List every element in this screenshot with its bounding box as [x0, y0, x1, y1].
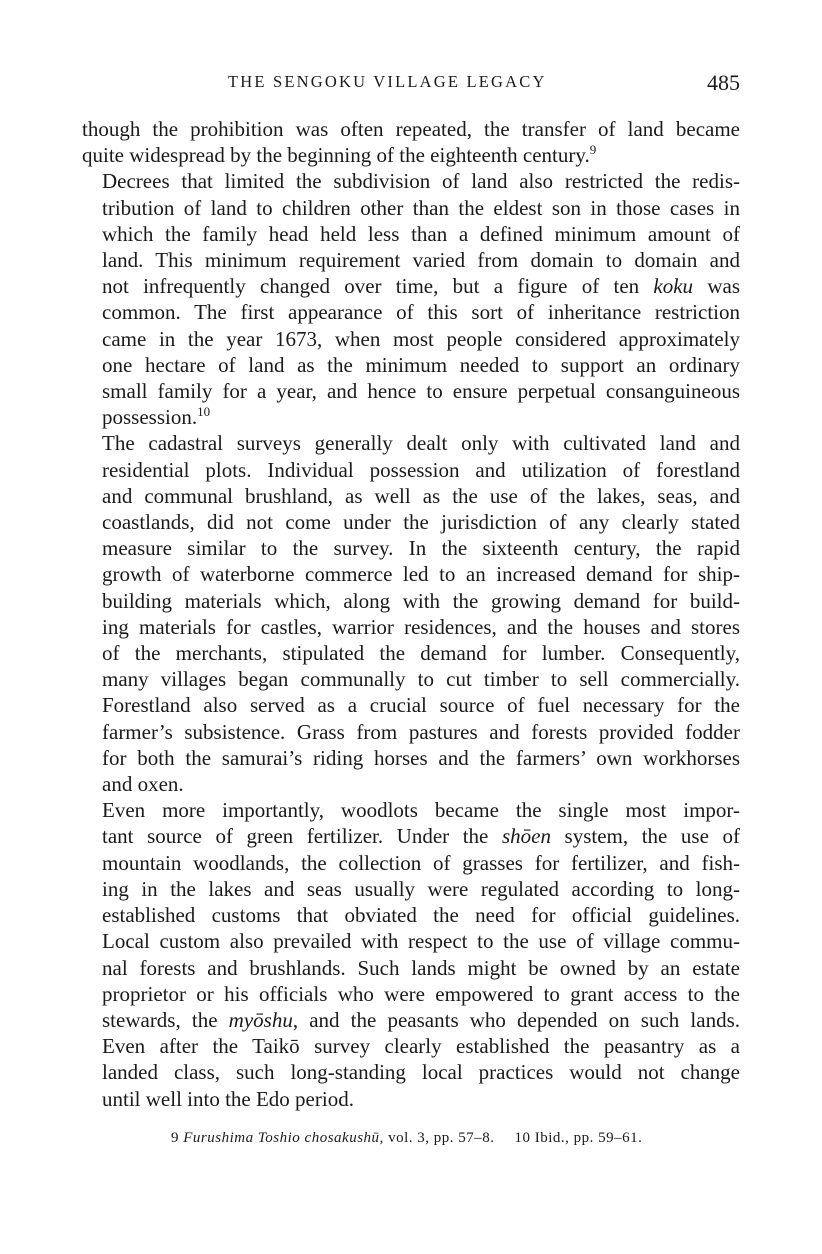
text-line: nal forests and brushlands. Such lands might be owned by an estate [102, 955, 740, 980]
footnote-source-title: Furushima Toshio chosakushū [183, 1130, 380, 1146]
text-run: possession. [102, 405, 198, 430]
text-line: mountain woodlands, the collection of grasses for fertilizer, and fish- [102, 850, 740, 875]
text-line: one hectare of land as the minimum needed to support an ordinary [102, 352, 740, 377]
text-run: quite widespread by the beginning of the eighteenth century. [82, 143, 590, 168]
page-number: 485 [707, 70, 740, 95]
text-run: , and the peasants who depended on such lands. [292, 1007, 740, 1032]
text-line: building materials which, along with the growing demand for build- [102, 588, 740, 613]
text-line: Decrees that limited the subdivision of land also restricted the redis- [102, 169, 740, 194]
footnote-ref-9[interactable]: 9 [589, 142, 597, 158]
text-line: proprietor or his officials who were empowered to grant access to the [102, 981, 740, 1006]
text-run: not infrequently changed over time, but a figure of ten [102, 274, 640, 299]
footnote-detail: , vol. 3, pp. 57–8. [379, 1130, 495, 1146]
text-line [82, 273, 740, 299]
text-line: Forestland also served as a crucial source of fuel necessary for the [102, 693, 740, 718]
footnote-number: 10 [514, 1130, 531, 1146]
text-line: and oxen. [102, 772, 184, 797]
text-line: for both the samurai’s riding horses and the farmers’ own workhorses [102, 745, 740, 770]
running-header [82, 70, 740, 100]
running-title: THE SENGOKU VILLAGE LEGACY [228, 72, 547, 91]
paragraph-2 [82, 168, 740, 430]
paragraph-4 [82, 797, 740, 1111]
text-line: measure similar to the survey. In the sixteenth century, the rapid [102, 536, 740, 561]
text-line: though the prohibition was often repeated, the transfer of land became [82, 117, 740, 141]
text-line: of the merchants, stipulated the demand for lumber. Consequently, [102, 641, 740, 666]
text-line [82, 142, 740, 168]
text-line: ing materials for castles, warrior residences, and the houses and stores [102, 614, 740, 639]
text-line: which the family head held less than a defined minimum amount of [102, 221, 740, 246]
text-run: was [707, 274, 740, 299]
text-line: many villages began communally to cut timber to sell commercially. [102, 667, 740, 692]
footnote-10 [514, 1130, 642, 1146]
main-text [82, 116, 740, 1112]
paragraph-3 [82, 430, 740, 797]
footnote-ref-10[interactable]: 10 [197, 404, 211, 420]
text-line: small family for a year, and hence to ensure perpetual consanguineous [102, 379, 740, 404]
text-run: tant source of green fertilizer. Under the [102, 824, 489, 849]
text-line: coastlands, did not come under the jurisdiction of any clearly stated [102, 510, 740, 535]
text-line: The cadastral surveys generally dealt only with cultivated land and [102, 431, 740, 456]
text-line: and communal brushland, as well as the use of the lakes, seas, and [102, 483, 740, 508]
text-line: growth of waterborne commerce led to an increased demand for ship- [102, 562, 740, 587]
text-line [82, 823, 740, 849]
text-line: Even after the Taikō survey clearly established the peasantry as a [102, 1034, 740, 1059]
text-line: tribution of land to children other than the eldest son in those cases in [102, 195, 740, 220]
text-line: Local custom also prevailed with respect to the use of village commu- [102, 929, 740, 954]
text-line: residential plots. Individual possession and utilization of forestland [102, 457, 740, 482]
text-line: Even more importantly, woodlots became the single most impor- [102, 798, 740, 823]
text-line: farmer’s subsistence. Grass from pastures and forests provided fodder [102, 719, 740, 744]
text-line [82, 404, 740, 430]
text-run: stewards, the [102, 1007, 218, 1032]
text-line: established customs that obviated the need for official guidelines. [102, 903, 740, 928]
text-line: land. This minimum requirement varied from domain to domain and [102, 248, 740, 273]
term-koku: koku [653, 274, 694, 299]
text-line: came in the year 1673, when most people considered approximately [102, 326, 740, 351]
footnote-detail: Ibid., pp. 59–61. [534, 1130, 643, 1146]
text-line [82, 1007, 740, 1033]
footnotes [171, 1130, 642, 1147]
text-line: ing in the lakes and seas usually were regulated according to long- [102, 876, 740, 901]
footnote-number: 9 [171, 1130, 179, 1146]
text-line: common. The first appearance of this sort of inheritance restriction [102, 300, 740, 325]
text-line: landed class, such long-standing local practices would not change [102, 1060, 740, 1085]
footnote-9 [171, 1130, 494, 1146]
text-run: system, the use of [564, 824, 740, 849]
paragraph-1 [82, 116, 740, 168]
term-myoshu: myōshu [228, 1007, 293, 1032]
term-shoen: shōen [501, 824, 551, 849]
text-line: until well into the Edo period. [102, 1086, 354, 1111]
